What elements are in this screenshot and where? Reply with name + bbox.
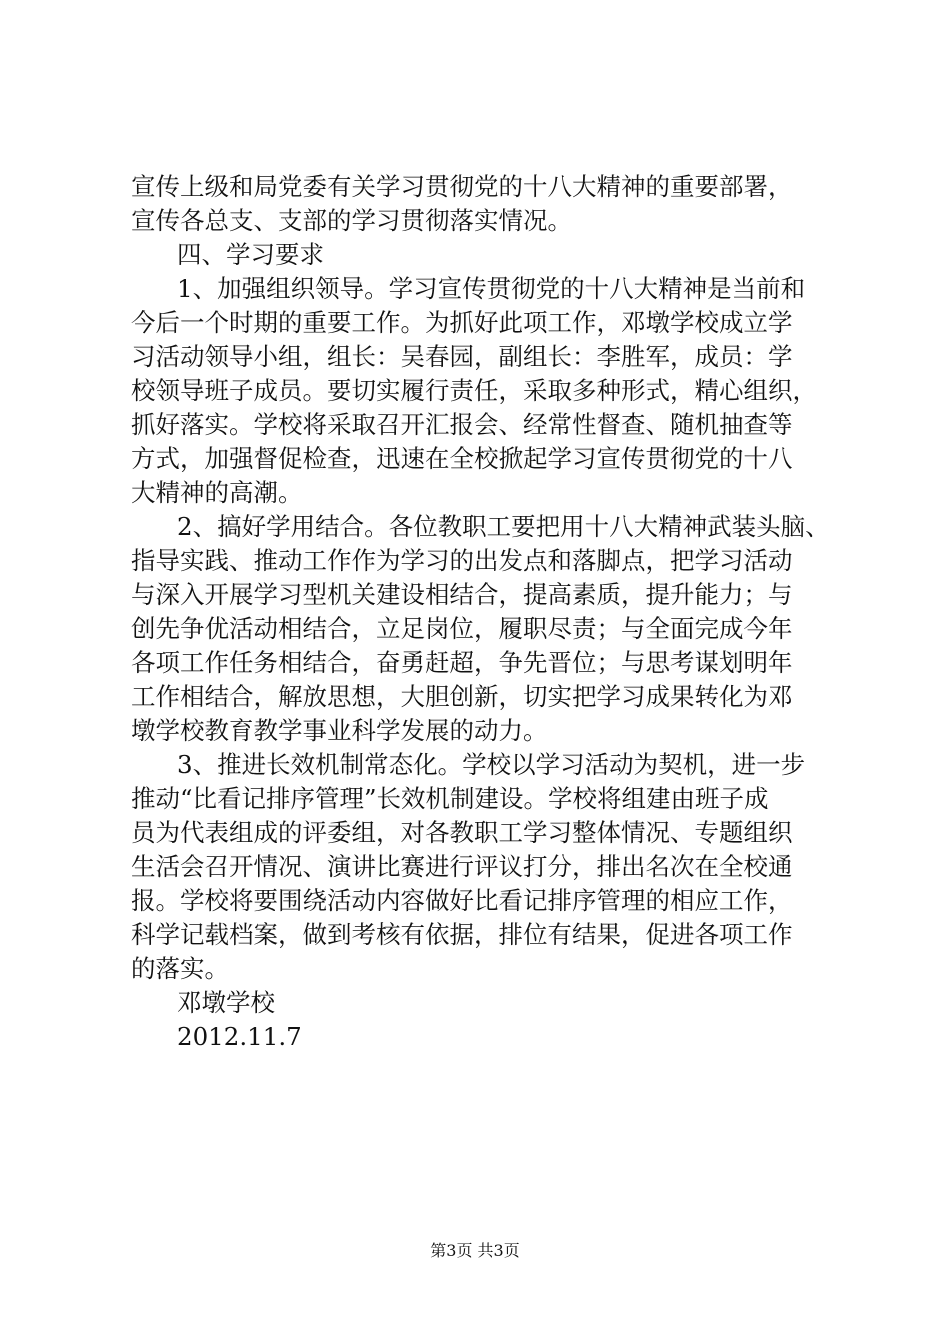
document-body xyxy=(131,170,831,1054)
text-line: 宣传各总支、支部的学习贯彻落实情况。 xyxy=(131,206,572,235)
text-line: 3、推进长效机制常态化。学校以学习活动为契机，进一步 xyxy=(177,750,806,779)
text-line: 2、搞好学用结合。各位教职工要把用十八大精神武装头脑、 xyxy=(177,512,830,541)
text-line: 四、学习要求 xyxy=(177,240,324,269)
text-line: 1、加强组织领导。学习宣传贯彻党的十八大精神是当前和 xyxy=(177,274,806,303)
text-line: 方式，加强督促检查，迅速在全校掀起学习宣传贯彻党的十八 xyxy=(131,444,793,473)
text-line: 墩学校教育教学事业科学发展的动力。 xyxy=(131,716,548,745)
text-line: 各项工作任务相结合，奋勇赶超，争先晋位；与思考谋划明年 xyxy=(131,648,793,677)
page-footer: 第3页 共3页 xyxy=(430,1241,520,1260)
text-line: 今后一个时期的重要工作。为抓好此项工作，邓墩学校成立学 xyxy=(131,308,793,337)
text-line: 2012.11.7 xyxy=(177,1022,302,1051)
text-line: 抓好落实。学校将采取召开汇报会、经常性督查、随机抽查等 xyxy=(131,410,793,439)
text-line: 校领导班子成员。要切实履行责任，采取多种形式，精心组织， xyxy=(131,376,817,405)
text-line: 推动“比看记排序管理”长效机制建设。学校将组建由班子成 xyxy=(131,784,769,813)
text-line: 工作相结合，解放思想，大胆创新，切实把学习成果转化为邓 xyxy=(131,682,793,711)
text-line: 报。学校将要围绕活动内容做好比看记排序管理的相应工作， xyxy=(131,886,793,915)
text-line: 员为代表组成的评委组，对各教职工学习整体情况、专题组织 xyxy=(131,818,793,847)
text-line: 指导实践、推动工作作为学习的出发点和落脚点，把学习活动 xyxy=(131,546,793,575)
text-line: 生活会召开情况、演讲比赛进行评议打分，排出名次在全校通 xyxy=(131,852,793,881)
text-line: 习活动领导小组，组长：吴春园，副组长：李胜军，成员：学 xyxy=(131,342,793,371)
text-line: 宣传上级和局党委有关学习贯彻党的十八大精神的重要部署， xyxy=(131,172,793,201)
text-line: 创先争优活动相结合，立足岗位，履职尽责；与全面完成今年 xyxy=(131,614,793,643)
text-line: 大精神的高潮。 xyxy=(131,478,303,507)
text-line: 与深入开展学习型机关建设相结合，提高素质，提升能力；与 xyxy=(131,580,793,609)
text-line: 科学记载档案，做到考核有依据，排位有结果，促进各项工作 xyxy=(131,920,793,949)
text-line: 的落实。 xyxy=(131,954,229,983)
text-line: 邓墩学校 xyxy=(177,988,275,1017)
